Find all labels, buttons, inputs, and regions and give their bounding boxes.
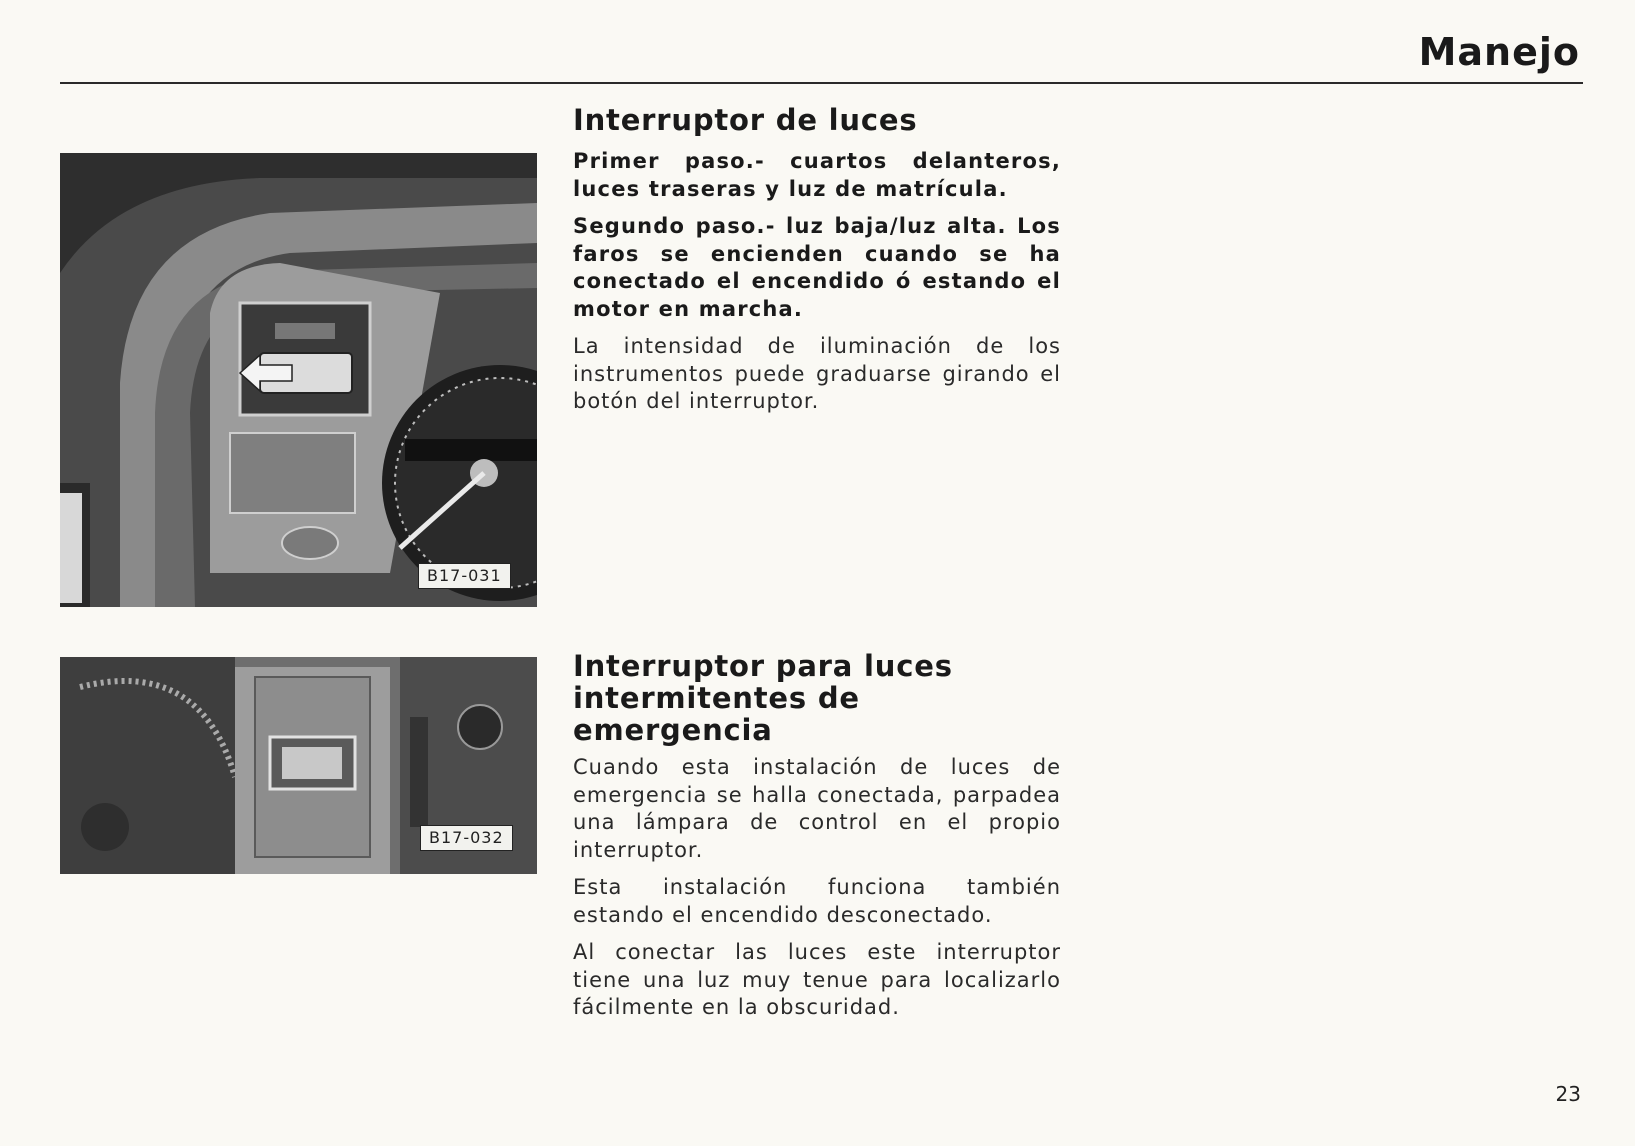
dimmer-note: La intensidad de iluminación de los instrumentos puede graduarse girando el botón del interruptor. xyxy=(573,334,1061,413)
section-title: Manejo xyxy=(1418,30,1580,74)
section-heading xyxy=(573,650,1061,746)
step-one-text: Primer paso.- cuartos delanteros, luces traseras y luz de matrícula. xyxy=(573,149,1061,201)
heading-line: intermitentes de emergencia xyxy=(573,681,860,747)
hazard-switch-section xyxy=(573,650,1061,1022)
figure-label: B17-031 xyxy=(418,563,511,589)
hazard-switch-photo xyxy=(60,657,537,874)
paragraph: Esta instalación funciona también estando el encendido desconectado. xyxy=(573,875,1061,927)
paragraph: Cuando esta instalación de luces de emergencia se halla conectada, parpadea una lámpara de control en el propio interruptor. xyxy=(573,755,1061,862)
paragraph: Al conectar las luces este interruptor tiene una luz muy tenue para localizarlo fácilmente en la obscuridad. xyxy=(573,940,1061,1019)
page-number: 23 xyxy=(1555,1082,1581,1106)
heading-line: Interruptor para luces xyxy=(573,649,953,683)
header-rule xyxy=(60,82,1583,84)
figure-label: B17-032 xyxy=(420,825,513,851)
dashboard-illustration xyxy=(60,153,537,607)
light-switch-section xyxy=(573,104,1061,416)
section-heading: Interruptor de luces xyxy=(573,103,918,137)
step-two-text: Segundo paso.- luz baja/luz alta. Los faros se encienden cuando se ha conectado el encendido ó estando el motor en marcha. xyxy=(573,214,1061,321)
light-switch-photo xyxy=(60,153,537,607)
